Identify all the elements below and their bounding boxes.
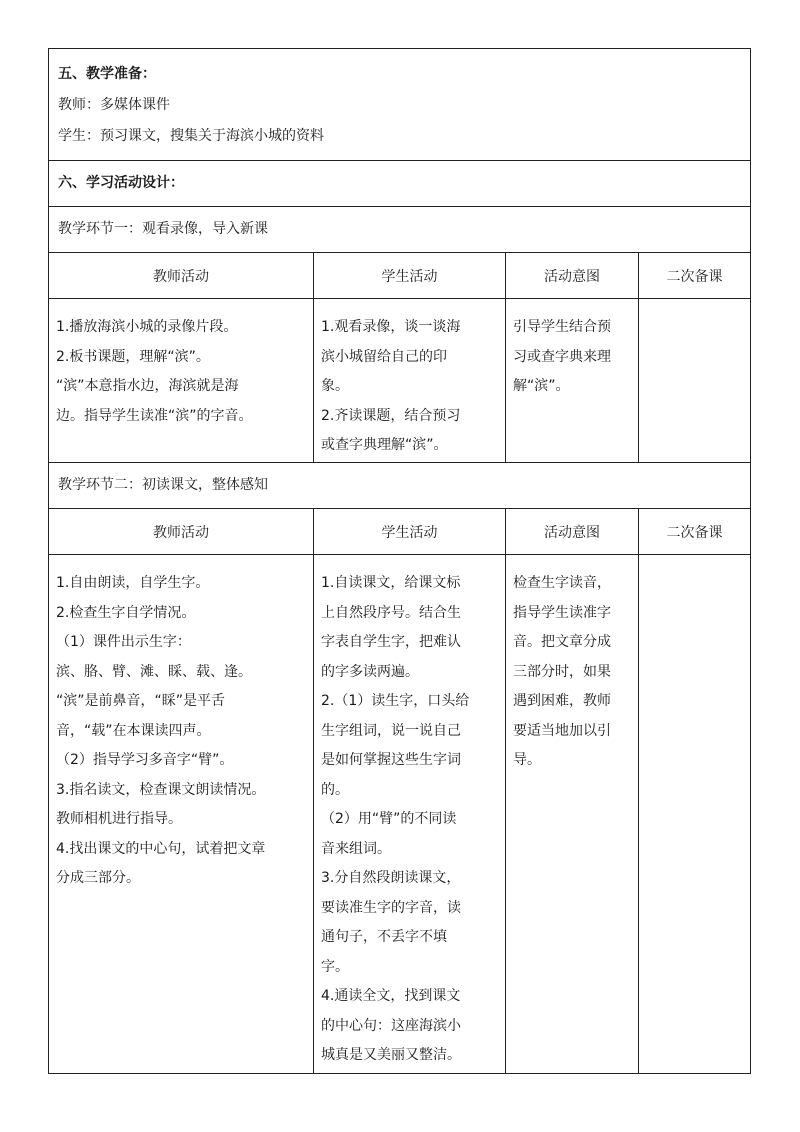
cell-line: 2.检查生字自学情况。	[56, 604, 196, 621]
stage-2-body-row	[48, 554, 751, 1074]
cell-line: 引导学生结合预	[513, 319, 611, 335]
cell-line: 指导学生读准字	[513, 604, 611, 621]
cell-line: 2.齐读课题，结合预习	[321, 407, 461, 424]
cell-line: （2）用“臂”的不同读	[321, 811, 457, 827]
stage-1-body-row	[48, 298, 751, 462]
cell-line: 1.自读课文，给课文标	[321, 575, 461, 591]
stage-1-notes-cell	[639, 299, 750, 462]
cell-line: 遇到困难，教师	[513, 693, 611, 709]
cell-line: 解“滨”。	[513, 378, 570, 394]
cell-line: 边。指导学生读准“滨”的字音。	[56, 407, 253, 424]
cell-line: 2.（1）读生字，口头给	[321, 693, 470, 709]
section-preparation	[48, 48, 751, 160]
cell-line: 要适当地加以引	[513, 722, 611, 739]
cell-line: （2）指导学习多音字“臂”。	[56, 752, 234, 768]
stage-1-header-row	[48, 252, 751, 298]
stage-2-notes-cell	[639, 555, 750, 1073]
cell-line: 象。	[321, 378, 349, 394]
cell-line: 检查生字读音，	[513, 575, 611, 591]
cell-line: 音，“载”在本课读四声。	[56, 722, 211, 739]
cell-line: 三部分时，如果	[513, 663, 611, 680]
cell-line: 2.板书课题，理解“滨”。	[56, 348, 210, 365]
lesson-plan-document	[48, 48, 751, 1074]
header-secondary-prep: 二次备课	[666, 524, 723, 541]
cell-line: 分成三部分。	[56, 870, 140, 886]
cell-line: 是如何掌握这些生字词	[321, 752, 461, 768]
stage-2-student-cell	[314, 555, 506, 1073]
stage-1-student-cell	[314, 299, 506, 462]
cell-line: 教师相机进行指导。	[56, 811, 182, 827]
header-student-activity: 学生活动	[314, 253, 506, 298]
cell-line: “滨”是前鼻音，“睬”是平舌	[56, 693, 226, 709]
cell-line: 城真是又美丽又整洁。	[321, 1047, 461, 1063]
header-activity-intent: 活动意图	[506, 509, 639, 554]
teacher-preparation: 教师：多媒体课件	[58, 97, 170, 113]
stage-1-title: 教学环节一：观看录像，导入新课	[48, 206, 751, 252]
cell-line: 字表自学生字，把难认	[321, 634, 461, 650]
cell-line: 生字组词，说一说自己	[321, 722, 461, 739]
cell-line: 4.通读全文，找到课文	[321, 988, 461, 1004]
header-activity-intent: 活动意图	[506, 253, 639, 298]
cell-line: 3.指名读文，检查课文朗读情况。	[56, 781, 266, 798]
section-5-title: 五、教学准备：	[58, 66, 156, 82]
student-preparation: 学生：预习课文，搜集关于海滨小城的资料	[58, 128, 324, 144]
stage-1-teacher-cell	[49, 299, 314, 462]
cell-line: 的中心句：这座海滨小	[321, 1017, 461, 1034]
stage-2-teacher-cell	[49, 555, 314, 1073]
cell-line: 导。	[513, 752, 541, 768]
cell-line: 的字多读两遍。	[321, 663, 419, 680]
header-student-activity: 学生活动	[314, 509, 506, 554]
stage-2-title: 教学环节二：初读课文，整体感知	[48, 462, 751, 508]
stage-2-intent-cell	[506, 555, 639, 1073]
header-teacher-activity: 教师活动	[49, 509, 314, 554]
cell-line: 或查字典理解“滨”。	[321, 437, 448, 453]
cell-line: 字。	[321, 958, 349, 975]
header-teacher-activity: 教师活动	[49, 253, 314, 298]
cell-line: 习或查字典来理	[513, 348, 611, 365]
cell-line: 4.找出课文的中心句，试着把文章	[56, 840, 266, 857]
cell-line: 滨、胳、臂、滩、睬、载、逢。	[56, 663, 252, 680]
cell-line: 要读准生字的字音，读	[321, 899, 461, 916]
cell-line: 1.观看录像，谈一谈海	[321, 319, 461, 335]
cell-line: 通句子，不丢字不填	[321, 929, 447, 945]
stage-2-header-row	[48, 508, 751, 554]
cell-line: 音。把文章分成	[513, 634, 611, 650]
cell-line: 滨小城留给自己的印	[321, 348, 447, 365]
cell-line: 音来组词。	[321, 840, 391, 857]
cell-line: “滨”本意指水边，海滨就是海	[56, 378, 239, 394]
stage-1-intent-cell	[506, 299, 639, 462]
cell-line: 3.分自然段朗读课文，	[321, 870, 461, 886]
section-6-title: 六、学习活动设计：	[48, 160, 751, 206]
cell-line: 的。	[321, 781, 349, 798]
cell-line: 上自然段序号。结合生	[321, 604, 461, 621]
cell-line: 1.播放海滨小城的录像片段。	[56, 319, 238, 335]
cell-line: （1）课件出示生字：	[56, 634, 191, 650]
header-secondary-prep: 二次备课	[666, 268, 723, 285]
cell-line: 1.自由朗读，自学生字。	[56, 575, 210, 591]
